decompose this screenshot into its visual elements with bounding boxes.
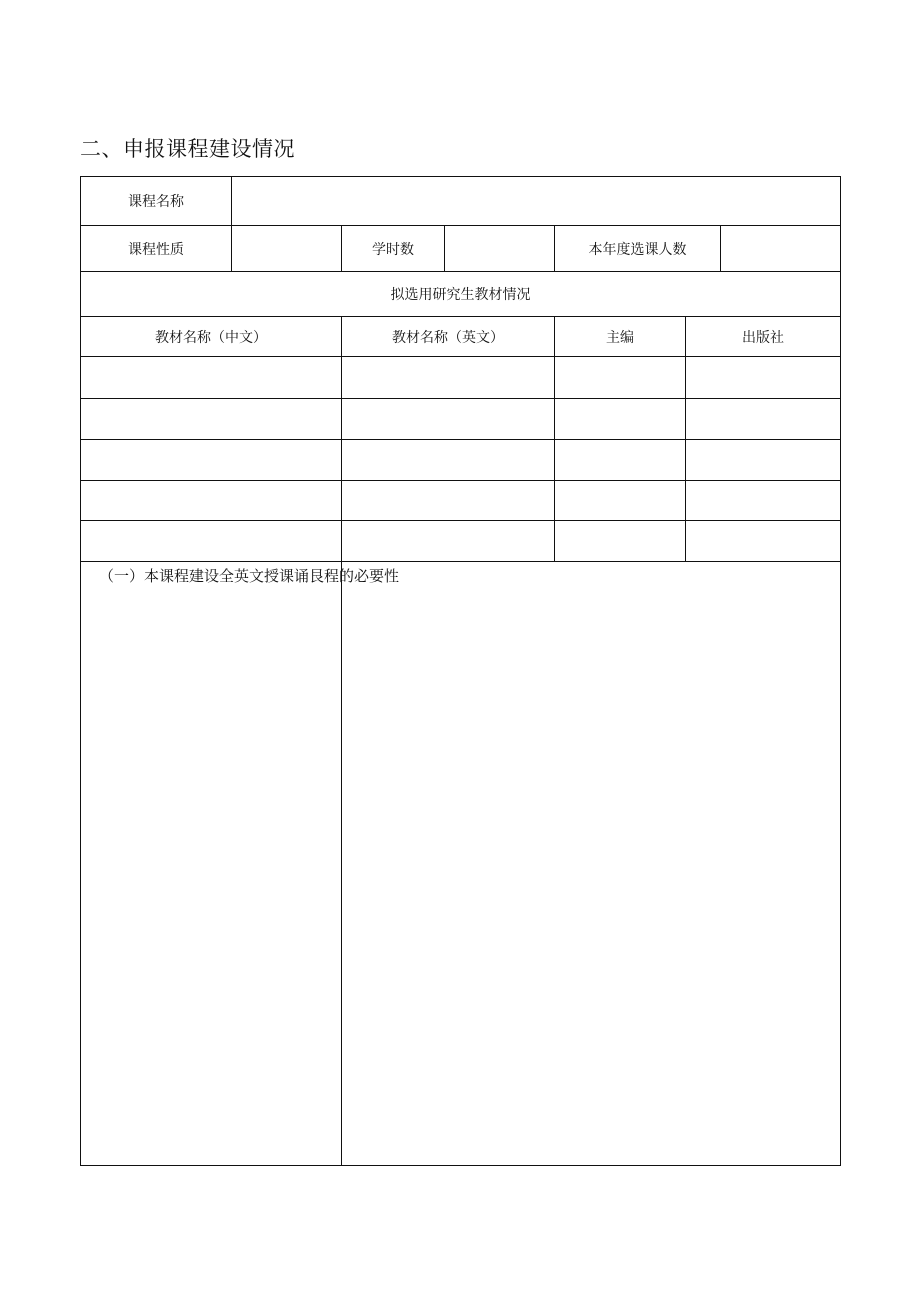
column-header-publisher: 出版社 — [685, 317, 840, 356]
course-nature-field[interactable] — [231, 226, 341, 271]
table-row — [81, 440, 840, 481]
necessity-heading: （一）本课程建设全英文授课诵艮程的必要性 — [99, 567, 400, 585]
textbook-heading-row — [81, 272, 840, 317]
necessity-section — [81, 562, 840, 1165]
textbook-heading: 拟选用研究生教材情况 — [390, 287, 531, 303]
column-header-editor: 主编 — [554, 317, 685, 356]
cell-publisher[interactable] — [685, 399, 840, 439]
cell-chinese-title[interactable] — [81, 357, 341, 398]
table-row — [81, 481, 840, 521]
cell-editor[interactable] — [554, 521, 685, 561]
cell-chinese-title[interactable] — [81, 481, 341, 520]
textbook-header-row — [81, 317, 840, 357]
cell-chinese-title[interactable] — [81, 399, 341, 439]
column-header-chinese-title: 教材名称（中文） — [155, 329, 267, 346]
cell-editor[interactable] — [554, 440, 685, 480]
course-name-field[interactable] — [231, 177, 840, 225]
cell-chinese-title[interactable] — [81, 521, 341, 561]
cell-publisher[interactable] — [685, 481, 840, 520]
cell-english-title[interactable] — [341, 521, 554, 561]
cell-english-title[interactable] — [341, 357, 554, 398]
cell-editor[interactable] — [554, 357, 685, 398]
cell-publisher[interactable] — [685, 357, 840, 398]
cell-english-title[interactable] — [341, 399, 554, 439]
course-name-label: 课程名称 — [128, 194, 184, 210]
cell-editor[interactable] — [554, 481, 685, 520]
cell-english-title[interactable] — [341, 481, 554, 520]
cell-editor[interactable] — [554, 399, 685, 439]
table-row — [81, 399, 840, 440]
enrollment-field[interactable] — [720, 226, 840, 271]
section-title: 二、申报课程建设情况 — [80, 137, 295, 161]
enrollment-label: 本年度选课人数 — [554, 226, 720, 271]
section-divider — [341, 562, 342, 1165]
necessity-content-area[interactable] — [342, 562, 840, 1165]
column-header-english-title: 教材名称（英文） — [341, 317, 554, 356]
cell-publisher[interactable] — [685, 440, 840, 480]
course-application-form — [80, 176, 841, 1166]
cell-english-title[interactable] — [341, 440, 554, 480]
course-hours-label: 学时数 — [341, 226, 444, 271]
cell-chinese-title[interactable] — [81, 440, 341, 480]
course-name-row — [81, 177, 840, 226]
course-hours-field[interactable] — [444, 226, 554, 271]
table-row — [81, 357, 840, 399]
table-row — [81, 521, 840, 562]
cell-publisher[interactable] — [685, 521, 840, 561]
course-nature-label: 课程性质 — [128, 241, 184, 258]
course-detail-row — [81, 226, 840, 272]
